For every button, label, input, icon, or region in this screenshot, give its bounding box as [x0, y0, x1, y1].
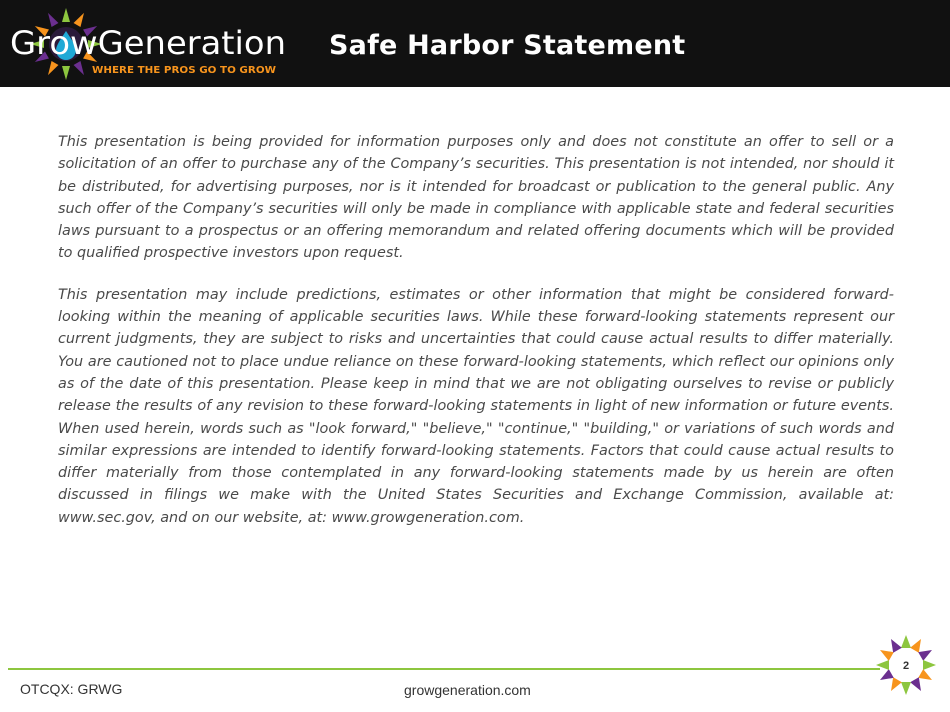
- logo-wordmark: GrowGeneration: [10, 24, 286, 62]
- paragraph-forward-looking: This presentation may include predictions, estimates or other information that might be considered forward-looking within the meaning of applicable securities laws. While these forward-looking statements represent our current judgments, they are subject to risks and uncertainties that could cause actual results to differ materially. You are cautioned not to place undue reliance on these forward-looking statements, which reflect our opinions only as of the date of this presentation. Please keep in mind that we are not obligating ourselves to revise or publicly release the results of any revision to these forward-looking statements in light of new information or future events. When used herein, words such as "look forward," "believe," "continue," "building," or variations of such words and similar expressions are intended to identify forward-looking statements. Factors that could cause actual results to differ materially from those contemplated in any forward-looking statements made by us herein are often discussed in filings we make with the United States Securities and Exchange Commission, available at: www.sec.gov, and on our website, at: www.growgeneration.com.: [58, 286, 894, 526]
- safe-harbor-text: [58, 131, 894, 529]
- ticker-label: OTCQX: GRWG: [20, 681, 123, 697]
- growgeneration-logo: [6, 4, 296, 84]
- page-title: Safe Harbor Statement: [329, 30, 686, 61]
- footer-divider: [8, 668, 880, 670]
- paragraph-disclaimer: This presentation is being provided for information purposes only and does not constitute an offer to sell or a solicitation of an offer to purchase any of the Company’s securities. This presentation is not intended, nor should it be distributed, for advertising purposes, nor is it intended for broadcast or publication to the general public. Any such offer of the Company’s securities will only be made in compliance with applicable state and federal securities laws pursuant to a prospectus or an offering memorandum and related offering documents which will be provided to qualified prospective investors upon request.: [58, 134, 894, 262]
- website-label: growgeneration.com: [404, 682, 531, 698]
- page-number: 2: [902, 660, 910, 672]
- logo-tagline: WHERE THE PROS GO TO GROW: [92, 65, 276, 76]
- header-bar: [0, 0, 950, 87]
